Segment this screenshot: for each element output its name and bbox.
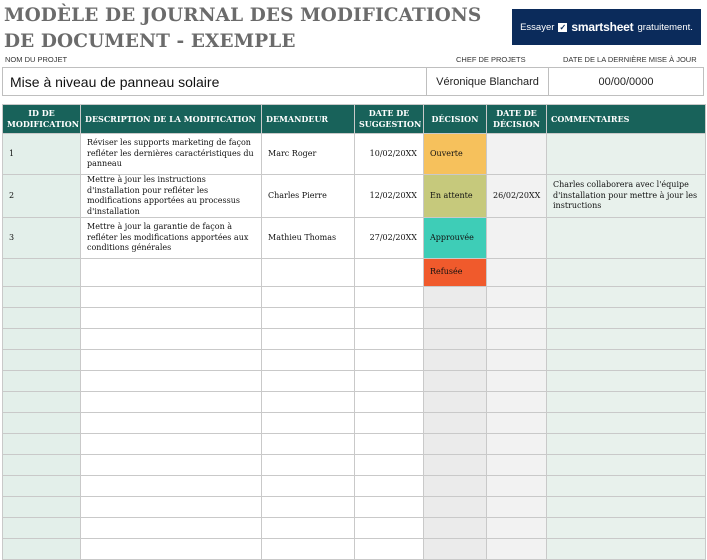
table-row: [3, 434, 706, 455]
table-row: [3, 413, 706, 434]
cell-id[interactable]: [3, 287, 81, 308]
table-row: [3, 308, 706, 329]
cell-suggestion-date[interactable]: [355, 539, 424, 560]
cell-description[interactable]: [81, 539, 262, 560]
cell-description[interactable]: [81, 287, 262, 308]
cell-description[interactable]: [81, 308, 262, 329]
cell-suggestion-date[interactable]: [355, 518, 424, 539]
cell-decision-date[interactable]: [487, 518, 547, 539]
cell-id[interactable]: [3, 539, 81, 560]
cell-suggestion-date[interactable]: [355, 371, 424, 392]
column-header-suggestion-date: DATE DE SUGGESTION: [355, 105, 424, 134]
cell-suggestion-date[interactable]: [355, 476, 424, 497]
column-header-comments: COMMENTAIRES: [547, 105, 706, 134]
title-line-1: MODÈLE DE JOURNAL DES MODIFICATIONS: [4, 5, 482, 26]
cell-requester[interactable]: Charles Pierre: [262, 175, 355, 218]
column-header-id: ID DE MODIFICATION: [3, 105, 81, 134]
cell-description[interactable]: Mettre à jour les instructions d'installation pour refléter les modifications apportées au processus d'installation: [81, 175, 262, 218]
cell-decision[interactable]: [424, 350, 487, 371]
project-info-row: [2, 67, 704, 96]
cell-id[interactable]: 3: [3, 218, 81, 259]
cell-description[interactable]: [81, 434, 262, 455]
cell-requester[interactable]: [262, 329, 355, 350]
cell-comments[interactable]: [547, 371, 706, 392]
cell-comments[interactable]: [547, 218, 706, 259]
cell-id[interactable]: [3, 392, 81, 413]
page-title: [4, 3, 484, 55]
cell-description[interactable]: Réviser les supports marketing de façon refléter les dernières caractéristiques du panneau: [81, 134, 262, 175]
cell-decision[interactable]: [424, 308, 487, 329]
cell-description[interactable]: [81, 476, 262, 497]
cell-description[interactable]: [81, 455, 262, 476]
cell-decision[interactable]: [424, 455, 487, 476]
column-header-description: DESCRIPTION DE LA MODIFICATION: [81, 105, 262, 134]
cell-id[interactable]: [3, 371, 81, 392]
title-line-2: DE DOCUMENT - EXEMPLE: [4, 31, 296, 52]
cell-decision[interactable]: [424, 518, 487, 539]
cell-decision-date[interactable]: [487, 134, 547, 175]
cell-comments[interactable]: [547, 329, 706, 350]
table-row: [3, 329, 706, 350]
table-row: [3, 175, 706, 218]
last-update-label: DATE DE LA DERNIÈRE MISE À JOUR: [563, 55, 697, 64]
cell-comments[interactable]: [547, 413, 706, 434]
cell-decision[interactable]: Ouverte: [424, 134, 487, 175]
cell-requester[interactable]: [262, 455, 355, 476]
cell-suggestion-date[interactable]: [355, 413, 424, 434]
smartsheet-trial-button[interactable]: [512, 9, 701, 45]
cell-comments[interactable]: [547, 539, 706, 560]
cell-id[interactable]: [3, 455, 81, 476]
cell-requester[interactable]: [262, 434, 355, 455]
cell-comments[interactable]: [547, 455, 706, 476]
column-header-decision-date: DATE DE DÉCISION: [487, 105, 547, 134]
table-row: [3, 134, 706, 175]
cell-description[interactable]: [81, 329, 262, 350]
cell-decision[interactable]: [424, 413, 487, 434]
cell-comments[interactable]: [547, 476, 706, 497]
cell-suggestion-date[interactable]: [355, 497, 424, 518]
cell-suggestion-date[interactable]: 12/02/20XX: [355, 175, 424, 218]
cell-description[interactable]: Mettre à jour la garantie de façon à refléter les modifications apportées aux conditions générales: [81, 218, 262, 259]
table-row: [3, 539, 706, 560]
cell-suggestion-date[interactable]: [355, 259, 424, 287]
cell-requester[interactable]: [262, 350, 355, 371]
cell-suggestion-date[interactable]: [355, 350, 424, 371]
cell-requester[interactable]: Mathieu Thomas: [262, 218, 355, 259]
cell-comments[interactable]: [547, 392, 706, 413]
project-manager-label: CHEF DE PROJETS: [456, 55, 526, 64]
table-row: [3, 476, 706, 497]
cell-id[interactable]: [3, 434, 81, 455]
table-row: [3, 392, 706, 413]
cell-comments[interactable]: [547, 287, 706, 308]
cell-requester[interactable]: [262, 518, 355, 539]
cell-decision-date[interactable]: [487, 497, 547, 518]
table-row: [3, 218, 706, 259]
cell-decision-date[interactable]: [487, 455, 547, 476]
cell-id[interactable]: [3, 497, 81, 518]
table-row: [3, 287, 706, 308]
table-row: [3, 518, 706, 539]
table-row: [3, 371, 706, 392]
cell-requester[interactable]: [262, 371, 355, 392]
cell-description[interactable]: [81, 371, 262, 392]
cell-id[interactable]: [3, 518, 81, 539]
column-header-requester: DEMANDEUR: [262, 105, 355, 134]
cell-id[interactable]: [3, 308, 81, 329]
cell-decision[interactable]: [424, 392, 487, 413]
table-row: [3, 497, 706, 518]
cell-decision-date[interactable]: [487, 329, 547, 350]
change-log-table: [2, 104, 706, 560]
cell-decision-date[interactable]: [487, 413, 547, 434]
cta-prefix: Essayer: [520, 21, 555, 33]
cell-requester[interactable]: [262, 287, 355, 308]
cell-comments[interactable]: [547, 497, 706, 518]
cell-id[interactable]: [3, 350, 81, 371]
project-name-label: NOM DU PROJET: [5, 55, 68, 64]
cell-id[interactable]: [3, 329, 81, 350]
cell-decision-date[interactable]: [487, 287, 547, 308]
cell-comments[interactable]: [547, 434, 706, 455]
table-row: [3, 350, 706, 371]
cell-comments[interactable]: [547, 134, 706, 175]
cell-requester[interactable]: [262, 497, 355, 518]
project-name-field[interactable]: Mise à niveau de panneau solaire: [3, 68, 427, 95]
cell-requester[interactable]: [262, 539, 355, 560]
cell-comments[interactable]: [547, 259, 706, 287]
cell-decision[interactable]: [424, 329, 487, 350]
cell-decision[interactable]: [424, 371, 487, 392]
cell-suggestion-date[interactable]: [355, 329, 424, 350]
cell-suggestion-date[interactable]: [355, 434, 424, 455]
column-header-decision: DÉCISION: [424, 105, 487, 134]
cell-requester[interactable]: [262, 259, 355, 287]
cell-suggestion-date[interactable]: [355, 308, 424, 329]
cell-suggestion-date[interactable]: 27/02/20XX: [355, 218, 424, 259]
cell-decision[interactable]: [424, 434, 487, 455]
cell-comments[interactable]: [547, 518, 706, 539]
cell-decision[interactable]: [424, 287, 487, 308]
cell-requester[interactable]: [262, 308, 355, 329]
cell-id[interactable]: [3, 259, 81, 287]
cell-decision-date[interactable]: [487, 218, 547, 259]
cell-decision[interactable]: En attente: [424, 175, 487, 218]
cell-requester[interactable]: [262, 392, 355, 413]
cell-comments[interactable]: Charles collaborera avec l'équipe d'installation pour mettre à jour les instructions: [547, 175, 706, 218]
cell-decision[interactable]: [424, 476, 487, 497]
cell-decision-date[interactable]: [487, 308, 547, 329]
project-manager-field[interactable]: Véronique Blanchard: [427, 68, 549, 95]
last-update-field[interactable]: 00/00/0000: [598, 75, 654, 88]
cell-comments[interactable]: [547, 308, 706, 329]
table-header-row: [3, 105, 706, 134]
cell-decision-date[interactable]: [487, 476, 547, 497]
cell-decision-date[interactable]: [487, 539, 547, 560]
checkmark-icon: ✓: [559, 22, 567, 32]
cell-decision[interactable]: [424, 539, 487, 560]
cell-suggestion-date[interactable]: 10/02/20XX: [355, 134, 424, 175]
cell-decision-date[interactable]: 26/02/20XX: [487, 175, 547, 218]
cell-decision-date[interactable]: [487, 392, 547, 413]
cta-brand: smartsheet: [571, 20, 634, 34]
cell-description[interactable]: [81, 497, 262, 518]
cell-description[interactable]: [81, 350, 262, 371]
cell-id[interactable]: [3, 413, 81, 434]
cell-id[interactable]: 1: [3, 134, 81, 175]
cell-decision-date[interactable]: [487, 350, 547, 371]
cell-decision[interactable]: Approuvée: [424, 218, 487, 259]
cell-decision-date[interactable]: [487, 371, 547, 392]
cell-decision-date[interactable]: [487, 434, 547, 455]
cell-suggestion-date[interactable]: [355, 392, 424, 413]
cell-description[interactable]: [81, 413, 262, 434]
cell-requester[interactable]: Marc Roger: [262, 134, 355, 175]
cell-description[interactable]: [81, 259, 262, 287]
cell-decision[interactable]: [424, 497, 487, 518]
cell-decision-date[interactable]: [487, 259, 547, 287]
cell-comments[interactable]: [547, 350, 706, 371]
cell-suggestion-date[interactable]: [355, 455, 424, 476]
cell-decision[interactable]: Refusée: [424, 259, 487, 287]
cta-suffix: gratuitement.: [637, 21, 693, 33]
cell-id[interactable]: 2: [3, 175, 81, 218]
cell-suggestion-date[interactable]: [355, 287, 424, 308]
table-row: [3, 455, 706, 476]
cell-description[interactable]: [81, 518, 262, 539]
cell-requester[interactable]: [262, 476, 355, 497]
cell-id[interactable]: [3, 476, 81, 497]
table-row: [3, 259, 706, 287]
cell-requester[interactable]: [262, 413, 355, 434]
cell-description[interactable]: [81, 392, 262, 413]
